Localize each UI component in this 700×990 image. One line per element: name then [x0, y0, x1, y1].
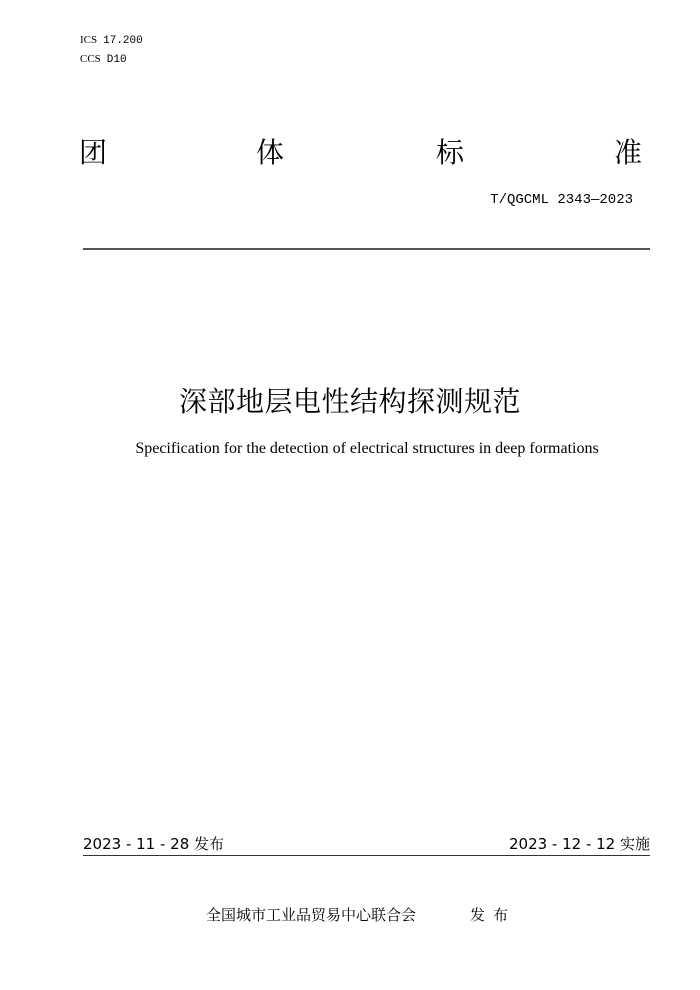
header-divider: [83, 248, 650, 250]
ics-classification: [80, 33, 143, 48]
standard-number: T/QGCML 2343—2023: [490, 192, 633, 208]
document-title-english: Specification for the detection of electrical structures in deep formations: [135, 440, 599, 457]
ics-value: 17.200: [103, 35, 143, 47]
header-char-tuan: 团: [79, 136, 108, 169]
ics-label: ICS: [80, 34, 98, 46]
footer-divider: [83, 855, 650, 856]
ccs-label: CCS: [80, 53, 101, 65]
issuer-suffix: 发布: [470, 906, 517, 924]
header-char-ti: 体: [256, 136, 285, 169]
header-char-zhun: 准: [614, 136, 643, 169]
issuing-organization: 全国城市工业品贸易中心联合会: [206, 906, 417, 924]
header-char-biao: 标: [436, 136, 465, 169]
issue-date: 2023 - 11 - 28 发布: [83, 835, 225, 853]
ccs-classification: [80, 52, 127, 67]
implementation-date: 2023 - 12 - 12 实施: [508, 835, 650, 853]
document-title-chinese: 深部地层电性结构探测规范: [178, 385, 521, 418]
ccs-value: D10: [106, 54, 127, 66]
